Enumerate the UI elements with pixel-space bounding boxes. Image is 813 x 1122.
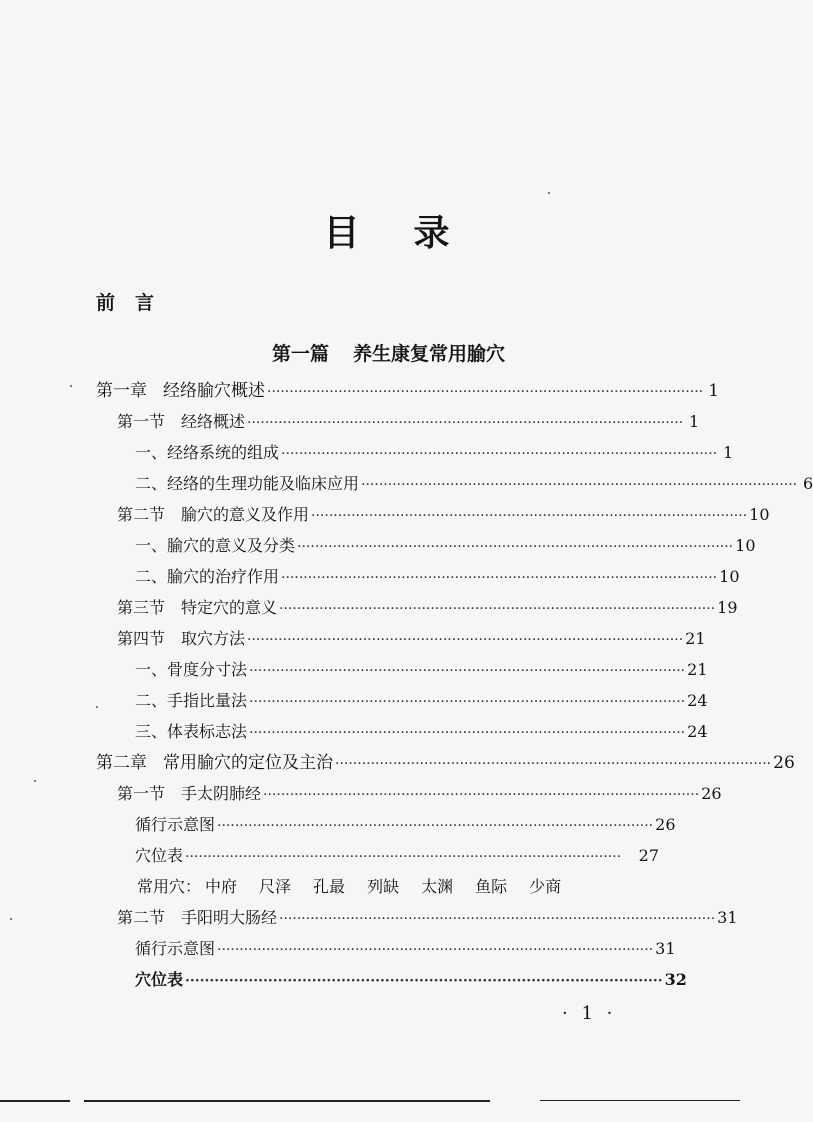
toc-text: 经络概述 (181, 412, 246, 431)
toc-page-number: 26 (773, 753, 795, 773)
part-label: 第一篇 (271, 343, 329, 365)
leader-dots: ·································································································· (247, 632, 684, 648)
toc-label: 第二节 (117, 908, 166, 927)
toc-label: 第一节 (117, 784, 166, 803)
toc-entry-chapter-1 (96, 376, 720, 406)
common-points-label: 常用穴： (137, 877, 202, 896)
toc-page-number: 10 (719, 567, 740, 586)
acupoint: 太渊 (421, 877, 454, 896)
scan-speck (96, 706, 98, 708)
toc-entry-subsection (135, 438, 734, 468)
toc-text: 二、经络的生理功能及临床应用 (135, 474, 360, 493)
leader-dots: ·································································································· (279, 911, 716, 927)
leader-dots: ·································································································· (217, 942, 654, 958)
page-title-char-1: 目 (323, 212, 364, 254)
toc-entry-subsection (135, 655, 708, 685)
toc-page-number: 26 (655, 815, 676, 834)
leader-dots: ·································································································· (249, 663, 686, 679)
toc-entry-section (117, 407, 700, 437)
toc-entry-subsection (135, 531, 756, 561)
toc-page-number: 19 (717, 598, 738, 617)
leader-dots: ·································································································· (217, 818, 654, 834)
acupoint: 鱼际 (475, 877, 508, 896)
toc-text: 手阳明大肠经 (181, 908, 278, 927)
toc-text: 经络腧穴概述 (163, 381, 265, 401)
acupoint: 尺泽 (259, 877, 292, 896)
scan-speck (548, 192, 550, 194)
toc-text: 穴位表 (135, 846, 184, 865)
toc-entry-subsection (135, 469, 813, 499)
preface-char-1: 前 (96, 292, 116, 314)
leader-dots: ·································································································· (281, 446, 718, 462)
toc-text: 常用腧穴的定位及主治 (163, 753, 333, 773)
toc-page-number: 21 (687, 660, 708, 679)
toc-entry-subsection (135, 841, 659, 871)
page-title-char-2: 录 (413, 212, 454, 254)
toc-entry-section (117, 500, 770, 530)
toc-entry-section (117, 593, 738, 623)
toc-page-number: 27 (638, 846, 659, 865)
leader-dots: ·································································································· (279, 601, 716, 617)
scan-speck (10, 918, 12, 920)
leader-dots: ·································································································· (263, 787, 700, 803)
toc-text: 循行示意图 (135, 815, 216, 834)
toc-text: 手太阴肺经 (181, 784, 262, 803)
toc-text: 三、体表标志法 (135, 722, 248, 741)
toc-entry-subsection (135, 686, 708, 716)
leader-dots: ·································································································· (249, 694, 686, 710)
toc-page-number: 24 (687, 691, 708, 710)
leader-dots: ·································································································· (267, 384, 704, 400)
toc-entry-chapter-2 (96, 748, 795, 778)
toc-page-number: 21 (685, 629, 706, 648)
toc-entry-subsection (135, 810, 676, 840)
toc-page-number: 1 (708, 381, 720, 401)
toc-page-number: 1 (722, 443, 734, 462)
acupoint: 中府 (205, 877, 238, 896)
toc-text: 二、手指比量法 (135, 691, 248, 710)
leader-dots: ·································································································· (185, 973, 663, 989)
toc-entry-section (117, 624, 706, 654)
toc-label: 第一节 (117, 412, 166, 431)
toc-text: 一、经络系统的组成 (135, 443, 280, 462)
scan-edge-line (84, 1100, 490, 1102)
toc-page-number: 31 (717, 908, 738, 927)
acupoint: 列缺 (367, 877, 400, 896)
preface-char-2: 言 (135, 292, 155, 314)
toc-entry-subsection (135, 934, 676, 964)
toc-page-number: 32 (664, 970, 687, 989)
toc-entry-section (117, 903, 738, 933)
leader-dots: ·································································································· (361, 477, 798, 493)
part-heading (0, 339, 777, 366)
toc-text: 一、骨度分寸法 (135, 660, 248, 679)
toc-entry-subsection (135, 965, 687, 995)
page-title (0, 205, 777, 256)
toc-entry-subsection (135, 562, 740, 592)
preface-heading (96, 288, 154, 315)
leader-dots: ·································································································· (335, 756, 772, 772)
toc-text: 二、腧穴的治疗作用 (135, 567, 280, 586)
leader-dots: ·································································································· (297, 539, 734, 555)
toc-page-number: 6 (802, 474, 813, 493)
scan-speck (70, 385, 72, 387)
toc-label: 第四节 (117, 629, 166, 648)
toc-text: 腧穴的意义及作用 (181, 505, 310, 524)
leader-dots: ·································································································· (281, 570, 718, 586)
leader-dots: ·································································································· (185, 849, 622, 865)
acupoint: 少商 (529, 877, 562, 896)
leader-dots: ·································································································· (249, 725, 686, 741)
acupoint: 孔最 (313, 877, 346, 896)
common-points-line (137, 872, 583, 902)
toc-page-number: 10 (735, 536, 756, 555)
toc-label: 第二章 (96, 753, 147, 773)
scan-edge-line (540, 1100, 740, 1101)
scan-edge-line (0, 1100, 70, 1102)
toc-page-number: 26 (701, 784, 722, 803)
toc-entry-subsection (135, 717, 708, 747)
toc-text: 循行示意图 (135, 939, 216, 958)
scan-speck (34, 780, 36, 782)
page-number: · 1 · (562, 1003, 617, 1024)
toc-text: 穴位表 (135, 970, 184, 989)
toc-text: 一、腧穴的意义及分类 (135, 536, 296, 555)
leader-dots: ·································································································· (247, 415, 684, 431)
toc-page-number: 31 (655, 939, 676, 958)
toc-label: 第一章 (96, 381, 147, 401)
toc-label: 第二节 (117, 505, 166, 524)
toc-page-number: 1 (688, 412, 700, 431)
toc-page-number: 10 (749, 505, 770, 524)
leader-dots: ·································································································· (311, 508, 748, 524)
part-title: 养生康复常用腧穴 (353, 343, 506, 365)
toc-text: 特定穴的意义 (181, 598, 278, 617)
toc-text: 取穴方法 (181, 629, 246, 648)
toc-page-number: 24 (687, 722, 708, 741)
toc-entry-section (117, 779, 722, 809)
toc-label: 第三节 (117, 598, 166, 617)
